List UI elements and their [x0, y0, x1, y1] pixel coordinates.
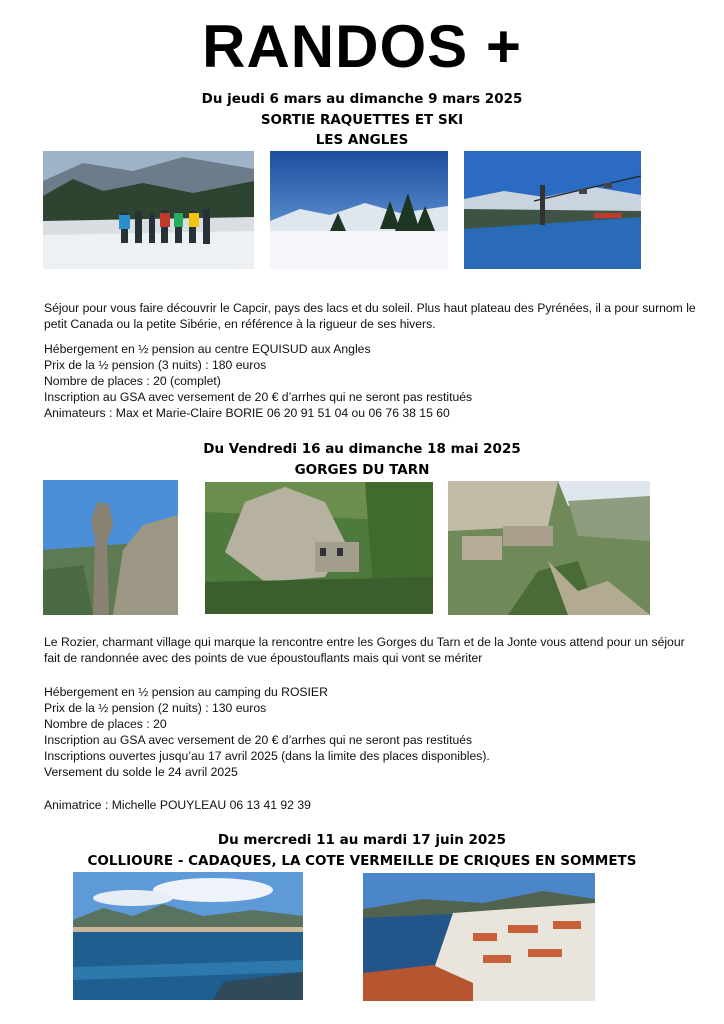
trip2-description: Le Rozier, charmant village qui marque la rencontre entre les Gorges du Tarn et de la Jonte vous attend pour un séjour fait de randonnée avec des points de vue époustouflants mais qui vont se mériter [44, 635, 685, 665]
troglodyte-village-photo [448, 481, 650, 615]
trip2-deadline: Inscriptions ouvertes jusqu’au 17 avril 2025 (dans la limite des places disponibles). [44, 749, 490, 763]
trip1-price: Prix de la ½ pension (3 nuits) : 180 euros [44, 358, 267, 372]
trip1-animators: Animateurs : Max et Marie-Claire BORIE 06 20 91 51 04 ou 06 76 38 15 60 [44, 406, 450, 420]
page-title: RANDOS + [202, 13, 522, 80]
cliff-ruins-photo [205, 482, 433, 614]
trip2-details [44, 684, 696, 780]
collioure-coast-photo [73, 872, 303, 1000]
trip2-dates: Du Vendredi 16 au dimanche 18 mai 2025 [203, 441, 521, 457]
trip1-details [44, 341, 696, 421]
trip2-lodging: Hébergement en ½ pension au camping du ROSIER [44, 685, 328, 699]
rock-pillar-photo [43, 480, 178, 615]
trip2-registration: Inscription au GSA avec versement de 20 € d’arrhes qui ne seront pas restitués [44, 733, 473, 747]
ski-lift-photo [464, 151, 641, 269]
cadaques-village-photo [363, 873, 595, 1001]
trip3-place: COLLIOURE - CADAQUES, LA COTE VERMEILLE DE CRIQUES EN SOMMETS [87, 853, 637, 869]
trip1-seats: Nombre de places : 20 (complet) [44, 374, 221, 388]
trip2-place: GORGES DU TARN [294, 462, 430, 478]
trip1-subtitle: SORTIE RAQUETTES ET SKI [260, 112, 464, 128]
trip1-lodging: Hébergement en ½ pension au centre EQUISUD aux Angles [44, 342, 371, 356]
snowshoe-group-photo [43, 151, 254, 269]
trip3-dates: Du mercredi 11 au mardi 17 juin 2025 [217, 832, 507, 848]
trip1-registration: Inscription au GSA avec versement de 20 € d’arrhes qui ne seront pas restitués [44, 390, 473, 404]
trip1-place: LES ANGLES [315, 132, 409, 148]
trip1-description: Séjour pour vous faire découvrir le Capcir, pays des lacs et du soleil. Plus haut plateau des Pyrénées, il a pour surnom le petit Canada ou la petite Sibérie, en référence à la rigueur de ses hivers. [44, 301, 696, 331]
trip2-price: Prix de la ½ pension (2 nuits) : 130 euros [44, 701, 267, 715]
trip2-seats: Nombre de places : 20 [44, 717, 167, 731]
trip2-balance: Versement du solde le 24 avril 2025 [44, 765, 238, 779]
trip2-animator: Animatrice : Michelle POUYLEAU 06 13 41 92 39 [44, 798, 311, 812]
snowy-pines-photo [270, 151, 448, 269]
trip1-dates: Du jeudi 6 mars au dimanche 9 mars 2025 [201, 91, 523, 107]
